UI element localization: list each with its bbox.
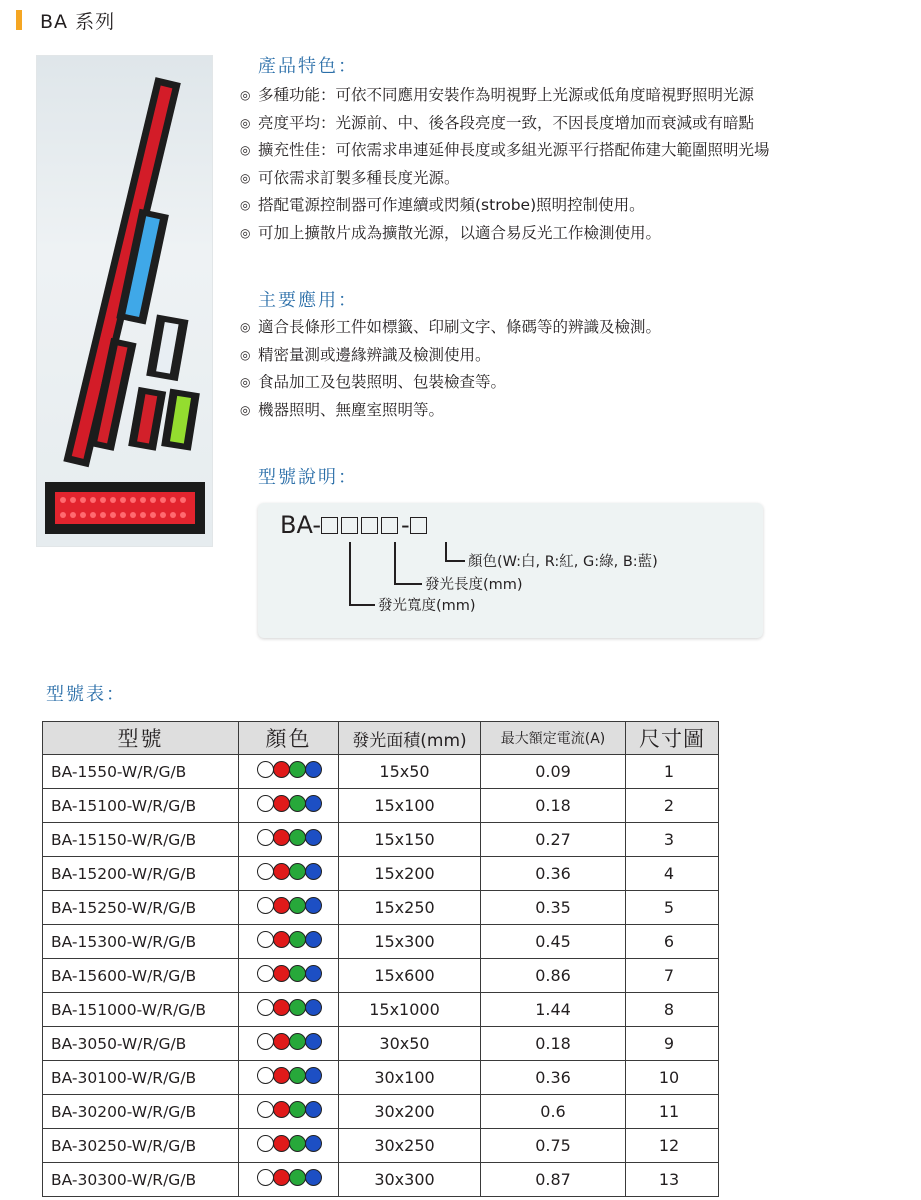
color-connector-line [445, 542, 447, 562]
cell-current: 0.18 [481, 1027, 626, 1061]
cell-drawing: 4 [626, 857, 719, 891]
white-dot-icon [257, 1067, 274, 1084]
red-dot-icon [273, 1033, 290, 1050]
color-dots [257, 863, 321, 880]
cell-model: BA-15250-W/R/G/B [43, 891, 239, 925]
list-item: ◎ 適合長條形工件如標籤、印刷文字、條碼等的辨識及檢測。 [240, 314, 661, 342]
color-explanation: 顏色(W:白, R:紅, G:綠, B:藍) [468, 554, 658, 570]
cell-color [239, 1129, 339, 1163]
red-dot-icon [273, 761, 290, 778]
bullet-icon: ◎ [240, 320, 251, 334]
blue-dot-icon [305, 965, 322, 982]
cell-color [239, 823, 339, 857]
length-explanation: 發光長度(mm) [425, 577, 523, 593]
cell-area: 15x600 [339, 959, 481, 993]
cell-drawing: 7 [626, 959, 719, 993]
cell-model: BA-15150-W/R/G/B [43, 823, 239, 857]
features-list [240, 82, 770, 247]
red-dot-icon [273, 1169, 290, 1186]
red-dot-icon [273, 1067, 290, 1084]
model-desc-box [258, 503, 763, 638]
table-row [43, 755, 719, 789]
red-dot-icon [273, 965, 290, 982]
model-code [280, 511, 430, 539]
length-connector-line [394, 542, 396, 585]
cell-color [239, 891, 339, 925]
bullet-icon: ◎ [240, 375, 251, 389]
table-row [43, 925, 719, 959]
width-connector-line [349, 604, 375, 606]
color-dots [257, 1169, 321, 1186]
green-dot-icon [289, 999, 306, 1016]
green-dot-icon [289, 829, 306, 846]
header-area: 發光面積(mm) [339, 722, 481, 755]
table-row [43, 789, 719, 823]
cell-drawing: 2 [626, 789, 719, 823]
cell-color [239, 1163, 339, 1197]
color-dots [257, 1135, 321, 1152]
cell-area: 30x50 [339, 1027, 481, 1061]
white-dot-icon [257, 1101, 274, 1118]
green-dot-icon [289, 795, 306, 812]
cell-current: 0.09 [481, 755, 626, 789]
cell-model: BA-1550-W/R/G/B [43, 755, 239, 789]
width-explanation: 發光寬度(mm) [378, 598, 476, 614]
red-dot-icon [273, 897, 290, 914]
color-dots [257, 965, 321, 982]
led-bar-lights-illustration [37, 56, 212, 546]
green-dot-icon [289, 1135, 306, 1152]
blue-dot-icon [305, 1067, 322, 1084]
white-dot-icon [257, 931, 274, 948]
cell-color [239, 789, 339, 823]
red-dot-icon [273, 1101, 290, 1118]
white-dot-icon [257, 1135, 274, 1152]
cell-current: 0.87 [481, 1163, 626, 1197]
cell-drawing: 11 [626, 1095, 719, 1129]
white-dot-icon [257, 829, 274, 846]
bullet-icon: ◎ [240, 170, 251, 185]
cell-current: 0.36 [481, 857, 626, 891]
bullet-icon: ◎ [240, 225, 251, 240]
header-drawing: 尺寸圖 [626, 722, 719, 755]
white-dot-icon [257, 965, 274, 982]
blue-dot-icon [305, 999, 322, 1016]
spec-table [42, 721, 719, 1197]
cell-model: BA-30300-W/R/G/B [43, 1163, 239, 1197]
cell-drawing: 5 [626, 891, 719, 925]
placeholder-box-icon [410, 517, 427, 534]
length-connector-line [394, 583, 422, 585]
color-dots [257, 1101, 321, 1118]
model-code-dash: - [401, 511, 410, 539]
cell-current: 1.44 [481, 993, 626, 1027]
cell-area: 15x200 [339, 857, 481, 891]
cell-color [239, 1095, 339, 1129]
table-row [43, 891, 719, 925]
cell-color [239, 755, 339, 789]
page-title: BA 系列 [40, 11, 116, 33]
spec-table-body [43, 755, 719, 1197]
list-item: ◎ 可加上擴散片成為擴散光源，以適合易反光工作檢測使用。 [240, 220, 770, 248]
cell-model: BA-15200-W/R/G/B [43, 857, 239, 891]
list-item: ◎ 食品加工及包裝照明、包裝檢查等。 [240, 369, 661, 397]
cell-color [239, 959, 339, 993]
cell-current: 0.45 [481, 925, 626, 959]
cell-model: BA-30200-W/R/G/B [43, 1095, 239, 1129]
model-desc-heading: 型號說明： [258, 467, 358, 488]
color-dots [257, 1067, 321, 1084]
green-dot-icon [289, 761, 306, 778]
cell-model: BA-30100-W/R/G/B [43, 1061, 239, 1095]
spec-table-heading: 型號表： [46, 684, 126, 705]
cell-model: BA-15100-W/R/G/B [43, 789, 239, 823]
cell-area: 15x50 [339, 755, 481, 789]
red-dot-icon [273, 999, 290, 1016]
blue-dot-icon [305, 1169, 322, 1186]
color-dots [257, 795, 321, 812]
cell-area: 15x100 [339, 789, 481, 823]
bullet-icon: ◎ [240, 402, 251, 417]
applications-list [240, 314, 661, 424]
cell-model: BA-3050-W/R/G/B [43, 1027, 239, 1061]
red-dot-icon [273, 829, 290, 846]
model-code-prefix: BA- [280, 511, 322, 539]
cell-color [239, 925, 339, 959]
cell-drawing: 13 [626, 1163, 719, 1197]
cell-drawing: 9 [626, 1027, 719, 1061]
cell-current: 0.75 [481, 1129, 626, 1163]
table-row [43, 857, 719, 891]
blue-dot-icon [305, 1101, 322, 1118]
cell-current: 0.27 [481, 823, 626, 857]
cell-current: 0.86 [481, 959, 626, 993]
cell-area: 30x200 [339, 1095, 481, 1129]
white-dot-icon [257, 795, 274, 812]
cell-drawing: 10 [626, 1061, 719, 1095]
cell-current: 0.18 [481, 789, 626, 823]
cell-area: 30x300 [339, 1163, 481, 1197]
white-dot-icon [257, 999, 274, 1016]
cell-color [239, 1027, 339, 1061]
title-accent-bar [16, 10, 22, 30]
green-dot-icon [289, 897, 306, 914]
table-row [43, 1027, 719, 1061]
cell-current: 0.36 [481, 1061, 626, 1095]
color-dots [257, 829, 321, 846]
cell-area: 15x300 [339, 925, 481, 959]
cell-current: 0.35 [481, 891, 626, 925]
color-dots [257, 897, 321, 914]
bullet-icon: ◎ [240, 115, 251, 130]
white-dot-icon [257, 761, 274, 778]
list-item: ◎ 多種功能：可依不同應用安裝作為明視野上光源或低角度暗視野照明光源 [240, 82, 770, 110]
bullet-icon: ◎ [240, 198, 251, 212]
cell-color [239, 1061, 339, 1095]
features-heading: 產品特色： [258, 56, 358, 77]
blue-dot-icon [305, 829, 322, 846]
white-dot-icon [257, 1169, 274, 1186]
header-current: 最大額定電流(A) [481, 722, 626, 755]
cell-area: 15x150 [339, 823, 481, 857]
bullet-icon: ◎ [240, 347, 251, 362]
color-dots [257, 931, 321, 948]
list-item: ◎ 搭配電源控制器可作連續或閃頻(strobe)照明控制使用。 [240, 192, 770, 220]
color-dots [257, 1033, 321, 1050]
green-dot-icon [289, 965, 306, 982]
red-dot-icon [273, 1135, 290, 1152]
header-model: 型號 [43, 722, 239, 755]
cell-current: 0.6 [481, 1095, 626, 1129]
placeholder-box-icon [341, 517, 358, 534]
red-dot-icon [273, 863, 290, 880]
table-row [43, 1163, 719, 1197]
green-dot-icon [289, 1033, 306, 1050]
list-item: ◎ 可依需求訂製多種長度光源。 [240, 165, 770, 193]
product-photo [36, 55, 213, 547]
cell-drawing: 1 [626, 755, 719, 789]
green-dot-icon [289, 1067, 306, 1084]
cell-color [239, 993, 339, 1027]
table-row [43, 959, 719, 993]
cell-area: 15x250 [339, 891, 481, 925]
white-dot-icon [257, 1033, 274, 1050]
blue-dot-icon [305, 931, 322, 948]
list-item: ◎ 精密量測或邊緣辨識及檢測使用。 [240, 342, 661, 370]
cell-color [239, 857, 339, 891]
blue-dot-icon [305, 795, 322, 812]
cell-model: BA-15300-W/R/G/B [43, 925, 239, 959]
cell-area: 30x100 [339, 1061, 481, 1095]
cell-model: BA-30250-W/R/G/B [43, 1129, 239, 1163]
list-item: ◎ 擴充性佳：可依需求串連延伸長度或多組光源平行搭配佈建大範圍照明光場 [240, 137, 770, 165]
table-row [43, 823, 719, 857]
table-row [43, 1095, 719, 1129]
placeholder-box-icon [321, 517, 338, 534]
bullet-icon: ◎ [240, 143, 251, 157]
green-dot-icon [289, 931, 306, 948]
white-dot-icon [257, 897, 274, 914]
blue-dot-icon [305, 1033, 322, 1050]
cell-drawing: 12 [626, 1129, 719, 1163]
width-connector-line [349, 542, 351, 606]
color-dots [257, 761, 321, 778]
white-dot-icon [257, 863, 274, 880]
applications-heading: 主要應用： [258, 290, 358, 311]
table-row [43, 993, 719, 1027]
blue-dot-icon [305, 897, 322, 914]
green-dot-icon [289, 863, 306, 880]
header-color: 顏色 [239, 722, 339, 755]
table-header-row [43, 722, 719, 755]
red-dot-icon [273, 931, 290, 948]
table-row [43, 1129, 719, 1163]
color-dots [257, 999, 321, 1016]
blue-dot-icon [305, 761, 322, 778]
blue-dot-icon [305, 863, 322, 880]
cell-drawing: 6 [626, 925, 719, 959]
table-row [43, 1061, 719, 1095]
cell-model: BA-15600-W/R/G/B [43, 959, 239, 993]
cell-drawing: 8 [626, 993, 719, 1027]
placeholder-box-icon [361, 517, 378, 534]
list-item: ◎ 亮度平均：光源前、中、後各段亮度一致，不因長度增加而衰減或有暗點 [240, 110, 770, 138]
cell-drawing: 3 [626, 823, 719, 857]
cell-area: 30x250 [339, 1129, 481, 1163]
green-dot-icon [289, 1169, 306, 1186]
color-connector-line [445, 560, 465, 562]
list-item: ◎ 機器照明、無塵室照明等。 [240, 397, 661, 425]
green-dot-icon [289, 1101, 306, 1118]
cell-model: BA-151000-W/R/G/B [43, 993, 239, 1027]
red-dot-icon [273, 795, 290, 812]
blue-dot-icon [305, 1135, 322, 1152]
placeholder-box-icon [381, 517, 398, 534]
bullet-icon: ◎ [240, 88, 251, 102]
cell-area: 15x1000 [339, 993, 481, 1027]
